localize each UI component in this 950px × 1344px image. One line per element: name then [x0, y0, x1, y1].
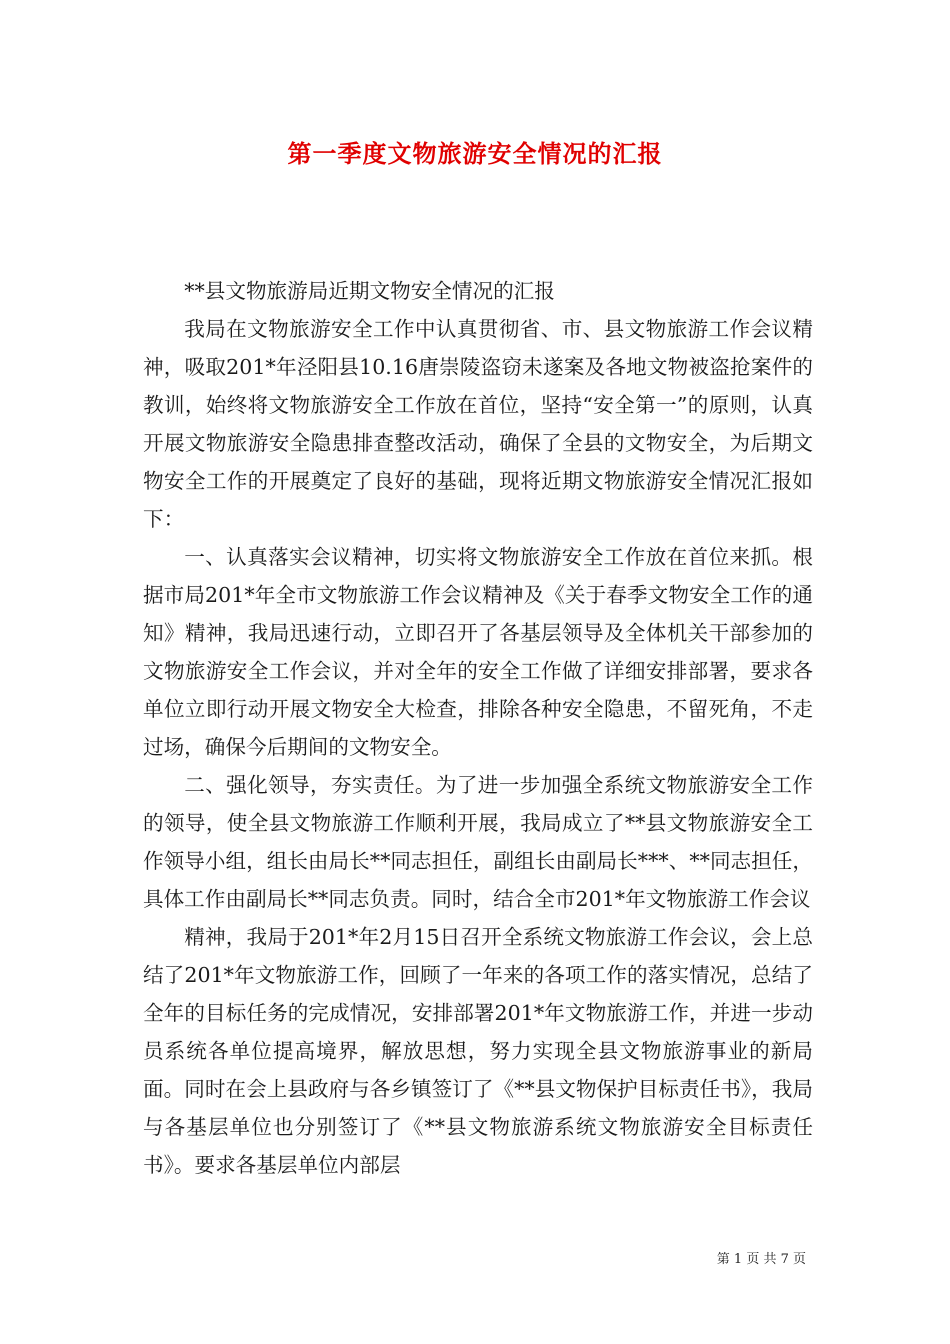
- subtitle-paragraph: **县文物旅游局近期文物安全情况的汇报: [184, 279, 555, 303]
- continuation-paragraph: 精神，我局于201*年2月15日召开全系统文物旅游工作会议，会上总结了201*年文物旅游工作，回顾了一年来的各项工作的落实情况，总结了全年的目标任务的完成情况，安排部署201*年文物旅游工作，并进一步动员系统各单位提高境界，解放思想，努力实现全县文物旅游事业的新局面。同时在会上县政府与各乡镇签订了《**县文物保护目标责任书》，我局与各基层单位也分别签订了《**县文物旅游系统文物旅游安全目标责任书》。要求各基层单位内部层: [143, 925, 813, 1177]
- document-title: 第一季度文物旅游安全情况的汇报: [287, 140, 663, 168]
- document-body: [143, 272, 813, 1184]
- intro-paragraph: 我局在文物旅游安全工作中认真贯彻省、市、县文物旅游工作会议精神，吸取201*年泾阳县10.16唐崇陵盗窃未遂案及各地文物被盗抢案件的教训，始终将文物旅游安全工作放在首位，坚持“安全第一”的原则，认真开展文物旅游安全隐患排查整改活动，确保了全县的文物安全，为后期文物安全工作的开展奠定了良好的基础，现将近期文物旅游安全情况汇报如下：: [143, 317, 813, 531]
- page-number-footer: 第 1 页 共 7 页: [716, 1252, 806, 1267]
- section-two-paragraph: 二、强化领导，夯实责任。为了进一步加强全系统文物旅游安全工作的领导，使全县文物旅游工作顺利开展，我局成立了**县文物旅游安全工作领导小组，组长由局长**同志担任，副组长由副局长***、**同志担任，具体工作由副局长**同志负责。同时，结合全市201*年文物旅游工作会议: [143, 773, 813, 911]
- section-one-paragraph: 一、认真落实会议精神，切实将文物旅游安全工作放在首位来抓。根据市局201*年全市文物旅游工作会议精神及《关于春季文物安全工作的通知》精神，我局迅速行动，立即召开了各基层领导及全体机关干部参加的文物旅游安全工作会议，并对全年的安全工作做了详细安排部署，要求各单位立即行动开展文物安全大检查，排除各种安全隐患，不留死角，不走过场，确保今后期间的文物安全。: [143, 545, 813, 759]
